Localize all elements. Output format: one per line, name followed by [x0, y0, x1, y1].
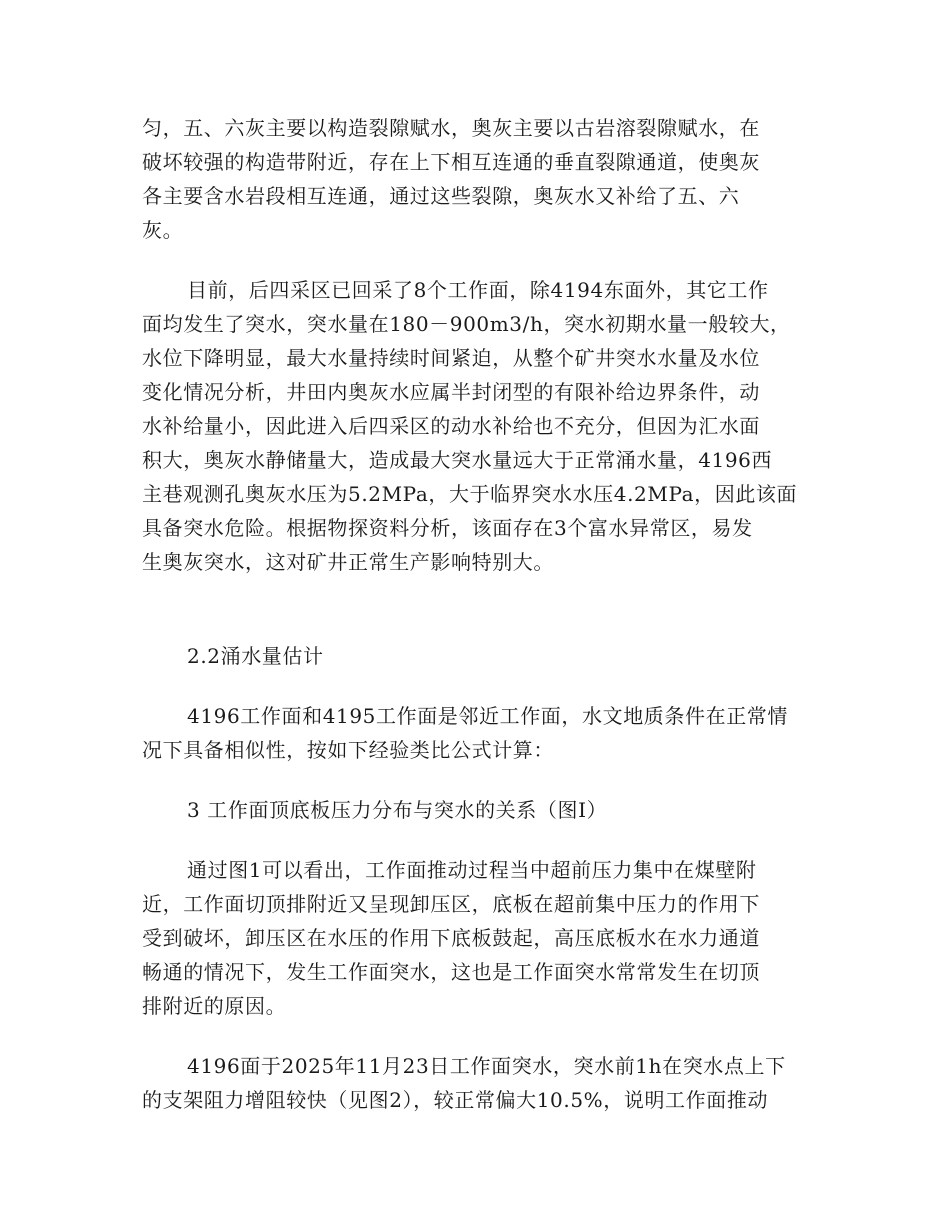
text-line: 畅通的情况下，发生工作面突水，这也是工作面突水常常发生在切顶: [142, 960, 760, 984]
text-line: 排附近的原因。: [142, 994, 287, 1018]
text-line: 具备突水危险。根据物探资料分析，该面存在3个富水异常区，易发: [142, 516, 753, 540]
text-line: 水位下降明显，最大水量持续时间紧迫，从整个矿井突水水量及水位: [142, 346, 760, 370]
text-line: 受到破坏，卸压区在水压的作用下底板鼓起，高压底板水在水力通道: [142, 926, 760, 950]
section-heading-3: 3 工作面顶底板压力分布与突水的关系（图I）: [187, 798, 608, 822]
text-line: 主巷观测孔奥灰水压为5.2MPa，大于临界突水水压4.2MPa，因此该面: [142, 482, 798, 506]
text-line: 水补给量小，因此进入后四采区的动水补给也不充分，但因为汇水面: [142, 414, 760, 438]
text-line: 4196面于2025年11月23日工作面突水，突水前1h在突水点上下: [187, 1054, 786, 1078]
section-heading-2-2: 2.2涌水量估计: [187, 644, 324, 668]
text-line: 匀，五、六灰主要以构造裂隙赋水，奥灰主要以古岩溶裂隙赋水，在: [142, 116, 760, 140]
text-line: 通过图1可以看出，工作面推动过程当中超前压力集中在煤壁附: [187, 858, 757, 882]
text-line: 各主要含水岩段相互连通，通过这些裂隙，奥灰水又补给了五、六: [142, 184, 740, 208]
text-line: 变化情况分析，井田内奥灰水应属半封闭型的有限补给边界条件，动: [142, 380, 760, 404]
text-line: 目前，后四采区已回采了8个工作面，除4194东面外，其它工作: [187, 278, 769, 302]
text-line: 况下具备相似性，按如下经验类比公式计算：: [142, 738, 554, 762]
text-line: 的支架阻力增阻较快（见图2），较正常偏大10.5%，说明工作面推动: [142, 1088, 769, 1112]
text-line: 面均发生了突水，突水量在180－900m3/h，突水初期水量一般较大，: [142, 312, 791, 336]
text-line: 4196工作面和4195工作面是邻近工作面，水文地质条件在正常情: [187, 704, 788, 728]
text-line: 积大，奥灰水静储量大，造成最大突水量远大于正常涌水量，4196西: [142, 448, 773, 472]
text-line: 生奥灰突水，这对矿井正常生产影响特别大。: [142, 550, 554, 574]
text-line: 近，工作面切顶排附近又呈现卸压区，底板在超前集中压力的作用下: [142, 892, 760, 916]
text-line: 灰。: [142, 218, 184, 242]
text-line: 破坏较强的构造带附近，存在上下相互连通的垂直裂隙通道，使奥灰: [142, 150, 760, 174]
